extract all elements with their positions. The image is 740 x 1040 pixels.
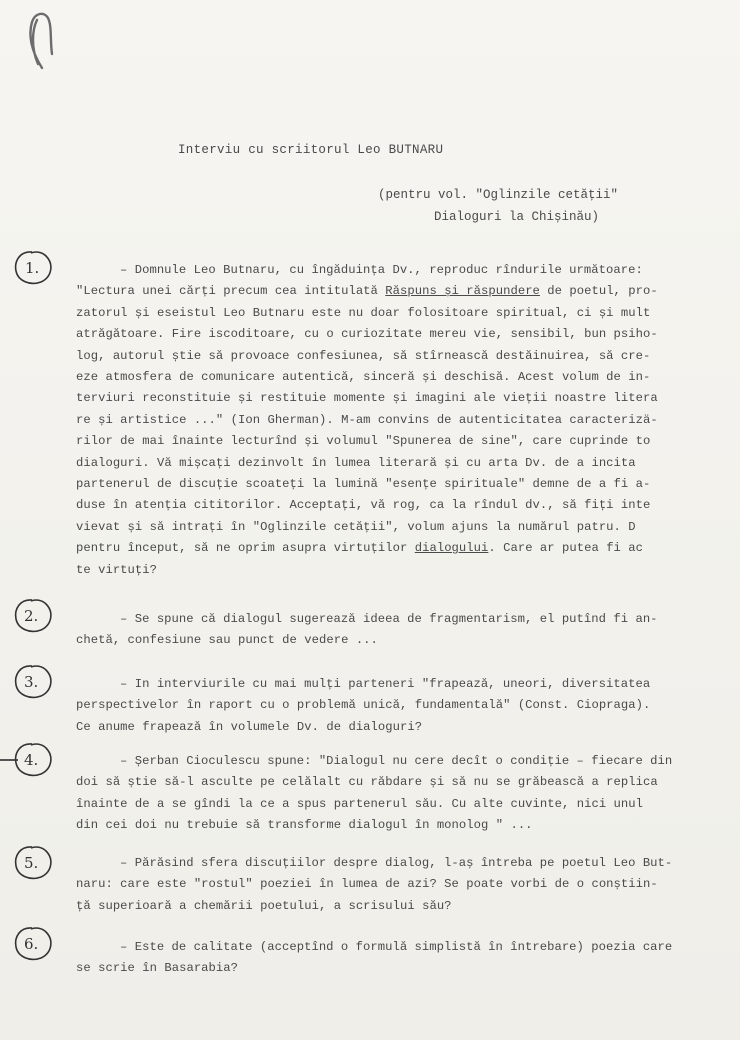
- text-line: – In interviurile cu mai mulți parteneri "frapează, uneori, diversitatea: [120, 677, 651, 691]
- question-5: [76, 853, 672, 917]
- marker-label: 6.: [24, 935, 39, 953]
- text-fragment: "Lectura unei cărți precum cea intitulată: [76, 284, 386, 299]
- text-line: atrăgătoare. Fire iscoditoare, cu o curiozitate mereu vie, sensibil, bun psiho-: [76, 327, 658, 342]
- text-line: din cei doi nu trebuie să transforme dialogul în monolog " ...: [76, 818, 533, 833]
- text-line: log, autorul știe să provoace confesiunea, să stîrnească destăinuirea, să cre-: [76, 348, 651, 363]
- text-line: rilor de mai înainte lecturînd și volumul "Spunerea de sine", care cuprinde to: [76, 434, 651, 449]
- question-3: [76, 674, 650, 738]
- text-line: chetă, confesiune sau punct de vedere ...: [76, 633, 378, 648]
- handwritten-marker: [12, 248, 56, 288]
- document-subtitle: [378, 184, 618, 228]
- handwritten-marker: [12, 596, 56, 636]
- text-line: – Șerban Cioculescu spune: "Dialogul nu cere decît o condiție – fiecare din: [120, 754, 673, 768]
- handwritten-marker: [12, 843, 56, 883]
- text-line: înainte de a se gîndi la ce a spus partenerul său. Cu alte cuvinte, nici unul: [76, 796, 644, 811]
- text-line: re și artistice ..." (Ion Gherman). M-am convins de autenticitatea caracterizä-: [76, 412, 658, 427]
- text-line: [76, 281, 658, 302]
- marker-label: 2.: [24, 607, 39, 625]
- underlined-word: dialogului: [414, 541, 489, 556]
- text-line: – Este de calitate (acceptînd o formulă simplistă în întrebare) poezia care: [120, 940, 673, 954]
- marker-label: 4.: [24, 751, 39, 769]
- text-line: – Domnule Leo Butnaru, cu îngăduința Dv., reproduc rîndurile următoare:: [120, 263, 643, 277]
- text-line: – Se spune că dialogul sugerează ideea de fragmentarism, el putînd fi an-: [120, 612, 658, 626]
- handwritten-marker: [12, 662, 56, 702]
- subtitle-line: (pentru vol. "Oglinzile cetății": [378, 188, 619, 202]
- text-line: – Părăsind sfera discuțiilor despre dialog, l-aș întreba pe poetul Leo But-: [120, 856, 673, 870]
- text-line: duse în atenția cititorilor. Acceptați, vă rog, ca la rîndul dv., să fiți inte: [76, 498, 651, 513]
- question-6: [76, 937, 672, 980]
- document-title: Interviu cu scriitorul Leo BUTNARU: [178, 143, 444, 157]
- text-line: [76, 538, 658, 559]
- text-fragment: pentru început, să ne oprim asupra virtuților: [76, 541, 415, 556]
- text-line: dialoguri. Vă mișcați dezinvolt în lumea literară și cu arta Dv. de a incita: [76, 455, 636, 470]
- subtitle-line: Dialoguri la Chișinău): [434, 210, 600, 224]
- question-2: [76, 609, 658, 652]
- text-line: Ce anume frapează în volumele Dv. de dialoguri?: [76, 719, 423, 734]
- text-line: te virtuți?: [76, 562, 158, 577]
- text-line: terviuri reconstituie și restituie momente și imagini ale vieții noastre litera: [76, 391, 658, 406]
- text-line: ță superioară a chemării poetului, a scrisului său?: [76, 898, 452, 913]
- marker-label: 1.: [25, 259, 40, 277]
- text-line: partenerul de discuție scoateți la lumină "esențe spirituale" demne de a fi a-: [76, 477, 651, 492]
- handwritten-marker: [12, 924, 56, 964]
- paper-clip-icon: [20, 8, 68, 70]
- question-1: [76, 260, 658, 581]
- text-line: perspectivelor în raport cu o problemă unică, fundamentală" (Const. Ciopraga).: [76, 698, 651, 713]
- text-line: se scrie în Basarabia?: [76, 961, 239, 976]
- text-line: eze atmosfera de comunicare autentică, sinceră și deschisă. Acest volum de in-: [76, 370, 651, 385]
- underlined-title: Răspuns și răspundere: [385, 284, 540, 299]
- question-4: [76, 751, 672, 837]
- handwritten-marker: [12, 740, 56, 780]
- text-fragment: . Care ar putea fi ac: [488, 541, 644, 556]
- text-line: zatorul și eseistul Leo Butnaru este nu doar folositoare spiritual, ci și mult: [76, 305, 651, 320]
- marker-label: 5.: [24, 854, 39, 872]
- marker-label: 3.: [24, 673, 39, 691]
- text-line: doi să știe să-l asculte pe celălalt cu răbdare și să nu se grăbească a replica: [76, 775, 658, 790]
- text-fragment: de poetul, pro-: [539, 284, 658, 299]
- text-line: naru: care este "rostul" poeziei în lumea de azi? Se poate vorbi de o conștiin-: [76, 877, 658, 892]
- text-line: vievat și să intrați în "Oglinzile cetății", volum ajuns la numărul patru. D: [76, 519, 636, 534]
